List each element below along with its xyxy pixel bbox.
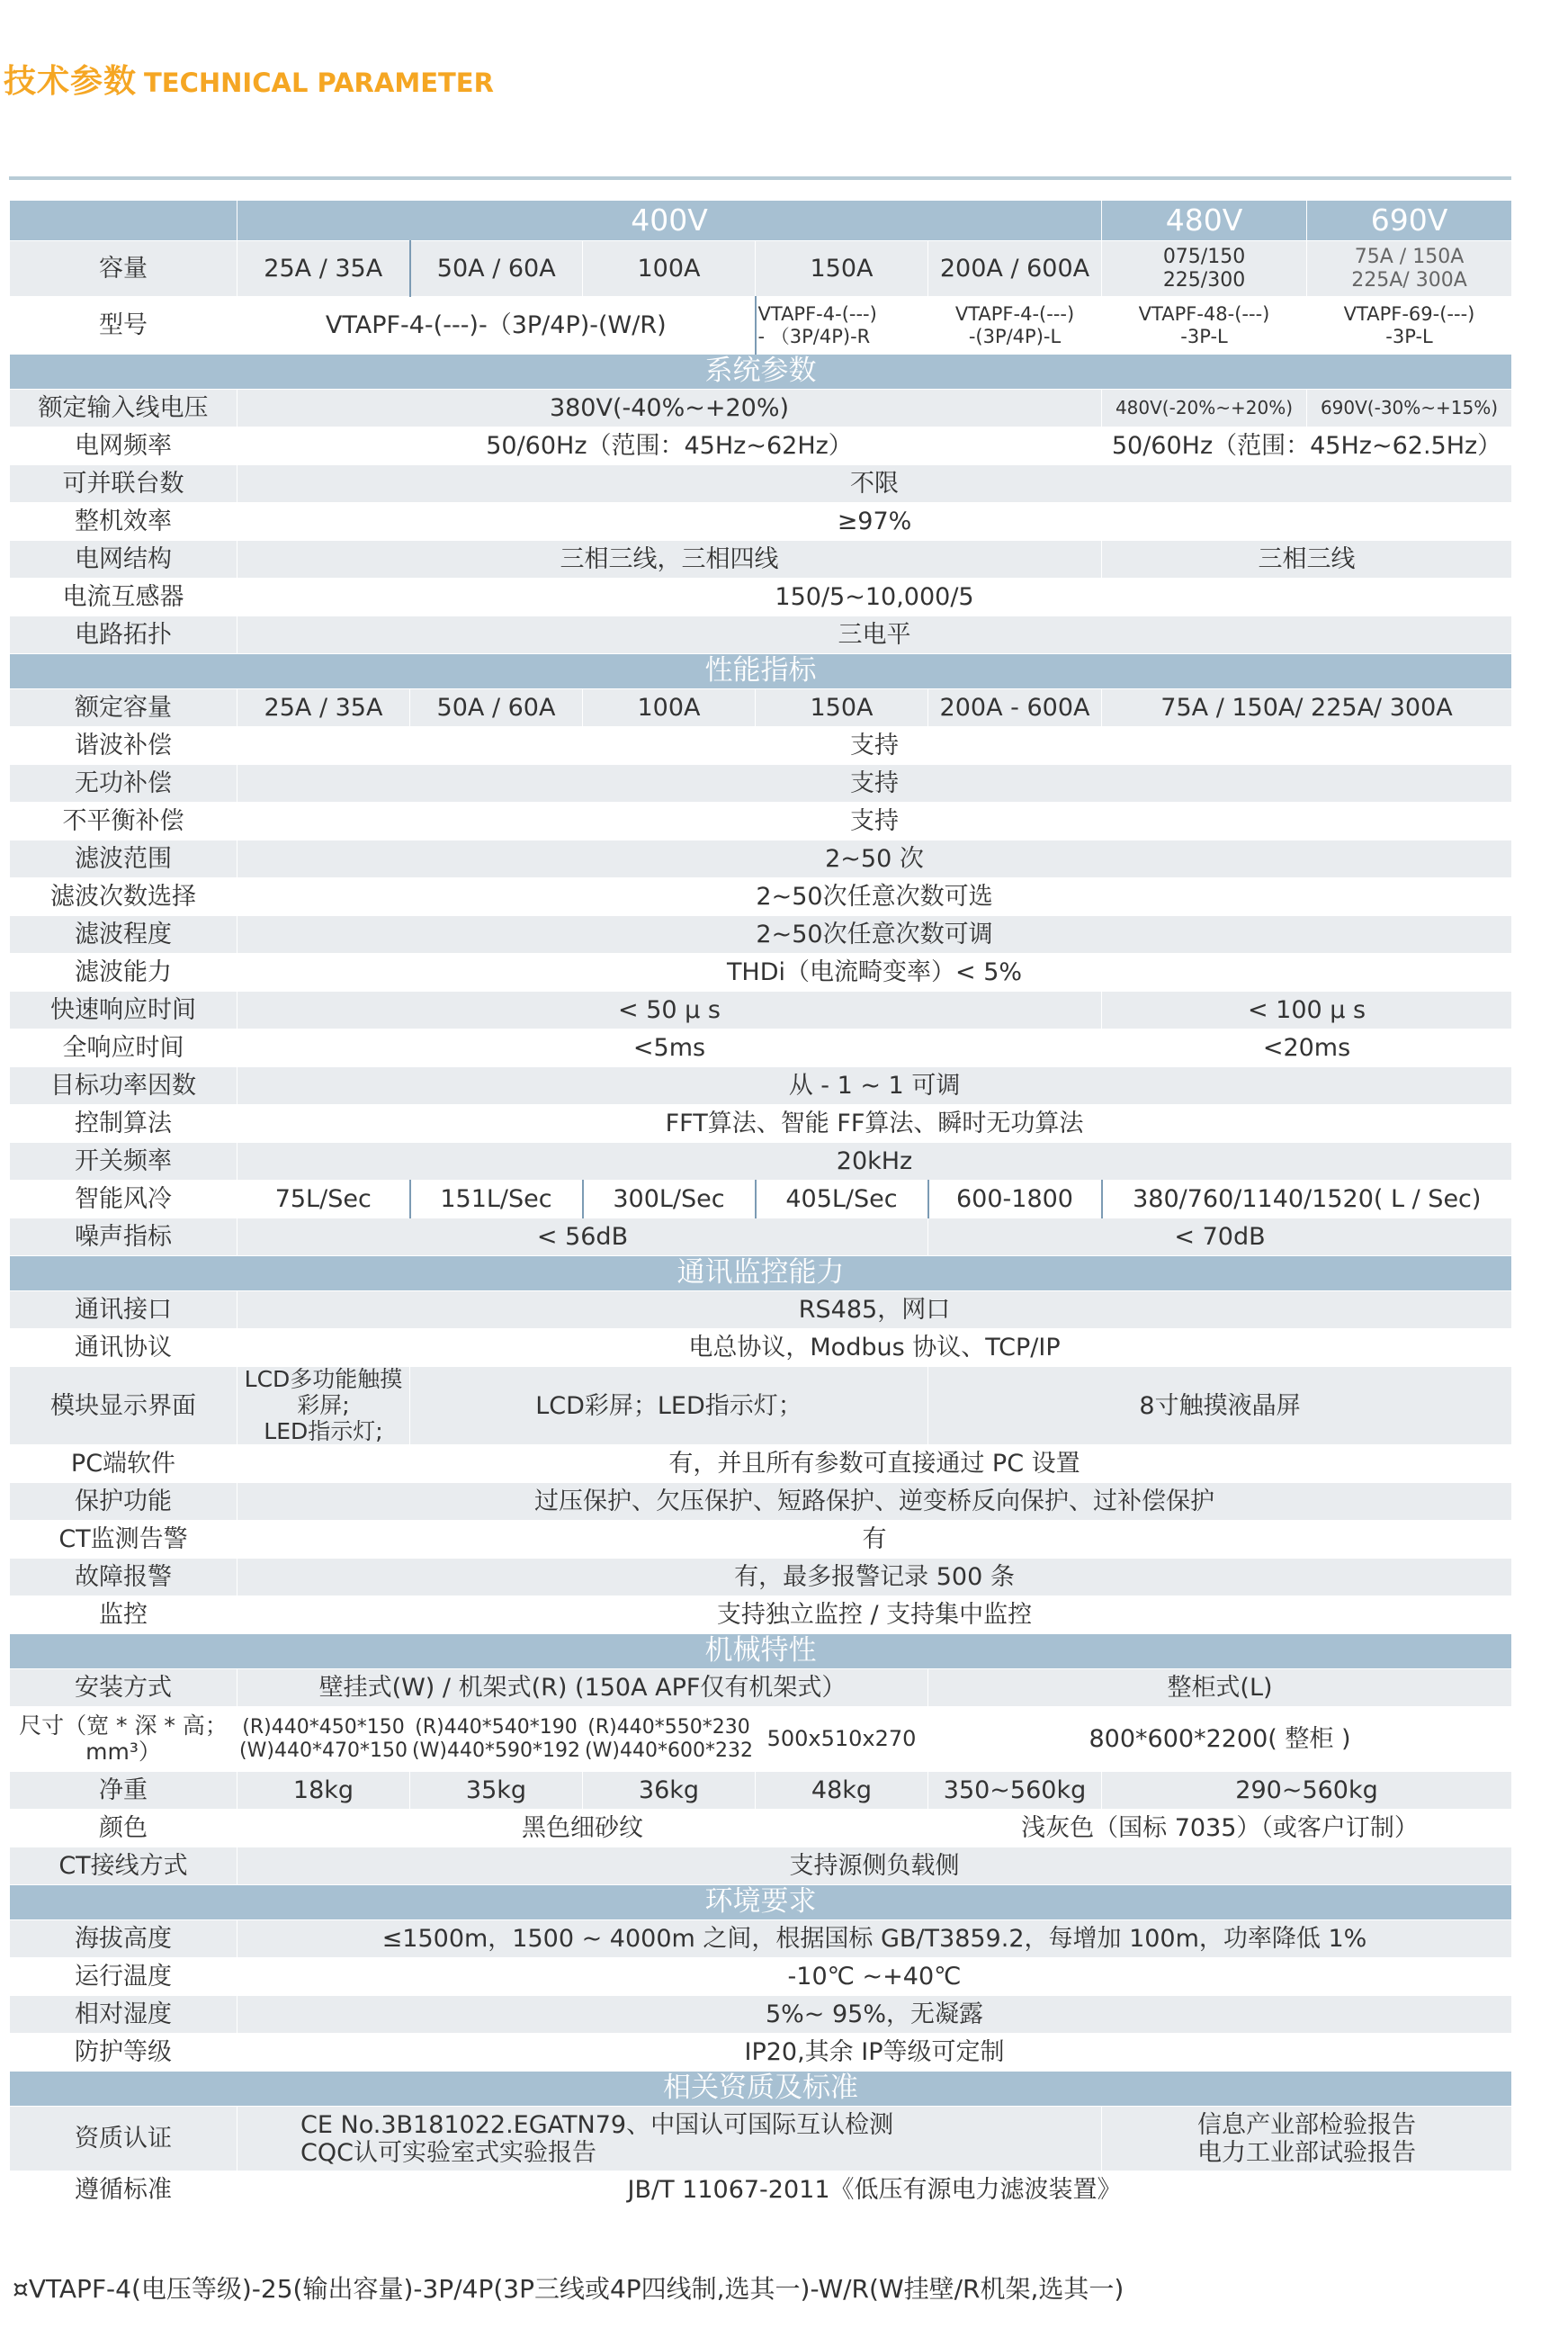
- value-cell: 从 - 1 ~ 1 可调: [237, 1067, 1512, 1105]
- value-cell: 500x510x270: [756, 1707, 928, 1772]
- row-label: 遵循标准: [10, 2171, 237, 2209]
- corner-cell: [10, 201, 237, 241]
- section-header: 通讯监控能力: [10, 1256, 1512, 1291]
- row-label: 不平衡补偿: [10, 803, 237, 840]
- value-cell: (R)440*550*230 (W)440*600*232: [583, 1707, 756, 1772]
- row-label: 噪声指标: [10, 1218, 237, 1256]
- page-title: [4, 56, 494, 101]
- voltage-480: 480V: [1102, 201, 1307, 241]
- model-cell: VTAPF-48-(---) -3P-L: [1102, 297, 1307, 355]
- value-cell: 36kg: [583, 1772, 756, 1810]
- value-cell: < 70dB: [928, 1218, 1512, 1256]
- value-cell: 200A - 600A: [928, 689, 1102, 727]
- value-cell: 300L/Sec: [583, 1181, 756, 1218]
- capacity-cell: 200A / 600A: [928, 241, 1102, 297]
- value-cell: 380/760/1140/1520( L / Sec): [1102, 1181, 1512, 1218]
- row-label: 相对湿度: [10, 1996, 237, 2034]
- row-label: 电网频率: [10, 427, 237, 465]
- section-header: 相关资质及标准: [10, 2072, 1512, 2107]
- value-cell: <20ms: [1102, 1029, 1512, 1067]
- value-cell: 18kg: [237, 1772, 410, 1810]
- row-label: 控制算法: [10, 1105, 237, 1143]
- row-label: 电网结构: [10, 541, 237, 579]
- value-cell: 支持: [237, 727, 1512, 765]
- top-divider: [9, 176, 1511, 180]
- value-cell: ≥97%: [237, 503, 1512, 541]
- value-cell: 480V(-20%~+20%): [1102, 390, 1307, 427]
- row-label: 尺寸（宽 * 深 * 高； mm³）: [10, 1707, 237, 1772]
- section-header: 系统参数: [10, 355, 1512, 390]
- value-cell: < 50 μ s: [237, 992, 1102, 1029]
- value-cell: 有，最多报警记录 500 条: [237, 1559, 1512, 1596]
- value-cell: 电总协议，Modbus 协议、TCP/IP: [237, 1329, 1512, 1367]
- value-cell: 整柜式(L): [928, 1669, 1512, 1707]
- title-en: TECHNICAL PARAMETER: [144, 67, 494, 98]
- value-cell: 支持独立监控 / 支持集中监控: [237, 1596, 1512, 1634]
- voltage-400: 400V: [237, 201, 1102, 241]
- value-cell: 过压保护、欠压保护、短路保护、逆变桥反向保护、过补偿保护: [237, 1483, 1512, 1521]
- value-cell: 150/5~10,000/5: [237, 579, 1512, 616]
- value-cell: 690V(-30%~+15%): [1307, 390, 1512, 427]
- row-label: 目标功率因数: [10, 1067, 237, 1105]
- value-cell: 不限: [237, 465, 1512, 503]
- row-label: 资质认证: [10, 2107, 237, 2171]
- voltage-690: 690V: [1307, 201, 1512, 241]
- value-cell: 290~560kg: [1102, 1772, 1512, 1810]
- value-cell: -10℃ ~+40℃: [237, 1958, 1512, 1996]
- row-label: 模块显示界面: [10, 1367, 237, 1445]
- value-cell: 有，并且所有参数可直接通过 PC 设置: [237, 1445, 1512, 1483]
- value-cell: 8寸触摸液晶屏: [928, 1367, 1512, 1445]
- value-cell: IP20,其余 IP等级可定制: [237, 2034, 1512, 2072]
- value-cell: 壁挂式(W) / 机架式(R) (150A APF仅有机架式）: [237, 1669, 928, 1707]
- voltage-header-row: [10, 201, 1512, 241]
- title-cn: 技术参数: [4, 63, 138, 100]
- row-label: 整机效率: [10, 503, 237, 541]
- model-cell: VTAPF-69-(---) -3P-L: [1307, 297, 1512, 355]
- row-label: 防护等级: [10, 2034, 237, 2072]
- value-cell: 三相三线，三相四线: [237, 541, 1102, 579]
- row-label: 容量: [10, 241, 237, 297]
- row-label: 电路拓扑: [10, 616, 237, 654]
- model-cell: VTAPF-4-(---) -(3P/4P)-L: [928, 297, 1102, 355]
- value-cell: 75L/Sec: [237, 1181, 410, 1218]
- row-label: 无功补偿: [10, 765, 237, 803]
- value-cell: 2~50次任意次数可选: [237, 878, 1512, 916]
- capacity-cell: 100A: [583, 241, 756, 297]
- value-cell: 350~560kg: [928, 1772, 1102, 1810]
- row-label: 型号: [10, 297, 237, 355]
- value-cell: RS485，网口: [237, 1291, 1512, 1329]
- value-cell: 5%~ 95%，无凝露: [237, 1996, 1512, 2034]
- value-cell: (R)440*450*150 (W)440*470*150: [237, 1707, 410, 1772]
- value-cell: 800*600*2200( 整柜 ): [928, 1707, 1512, 1772]
- row-label: 净重: [10, 1772, 237, 1810]
- value-cell: 有: [237, 1521, 1512, 1559]
- model-cell: VTAPF-4-(---) - （3P/4P)-R: [756, 297, 928, 355]
- value-cell: 支持源侧负载侧: [237, 1847, 1512, 1885]
- row-label: 通讯接口: [10, 1291, 237, 1329]
- row-label: 保护功能: [10, 1483, 237, 1521]
- value-cell: <5ms: [237, 1029, 1102, 1067]
- value-cell: 2~50 次: [237, 840, 1512, 878]
- model-row: [10, 297, 1512, 355]
- capacity-cell: 075/150 225/300: [1102, 241, 1307, 297]
- model-cell: VTAPF-4-(---)-（3P/4P)-(W/R): [237, 297, 756, 355]
- capacity-cell: 25A / 35A: [237, 241, 410, 297]
- value-cell: THDi（电流畸变率）< 5%: [237, 954, 1512, 992]
- value-cell: 黑色细砂纹: [237, 1810, 928, 1847]
- capacity-cell: 150A: [756, 241, 928, 297]
- row-label: 运行温度: [10, 1958, 237, 1996]
- value-cell: LCD彩屏；LED指示灯；: [410, 1367, 928, 1445]
- value-cell: 2~50次任意次数可调: [237, 916, 1512, 954]
- row-label: 故障报警: [10, 1559, 237, 1596]
- value-cell: 信息产业部检验报告 电力工业部试验报告: [1102, 2107, 1512, 2171]
- row-label: 滤波次数选择: [10, 878, 237, 916]
- value-cell: 25A / 35A: [237, 689, 410, 727]
- row-label: 海拔高度: [10, 1920, 237, 1958]
- row-label: 智能风冷: [10, 1181, 237, 1218]
- section-header: 机械特性: [10, 1634, 1512, 1669]
- row-label: PC端软件: [10, 1445, 237, 1483]
- value-cell: 三相三线: [1102, 541, 1512, 579]
- value-cell: 100A: [583, 689, 756, 727]
- value-cell: 405L/Sec: [756, 1181, 928, 1218]
- value-cell: 三电平: [237, 616, 1512, 654]
- row-label: 安装方式: [10, 1669, 237, 1707]
- row-label: 额定输入线电压: [10, 390, 237, 427]
- value-cell: 151L/Sec: [410, 1181, 583, 1218]
- row-label: 颜色: [10, 1810, 237, 1847]
- value-cell: < 56dB: [237, 1218, 928, 1256]
- capacity-cell: 50A / 60A: [410, 241, 583, 297]
- value-cell: 600-1800: [928, 1181, 1102, 1218]
- value-cell: 48kg: [756, 1772, 928, 1810]
- row-label: 快速响应时间: [10, 992, 237, 1029]
- value-cell: 75A / 150A/ 225A/ 300A: [1102, 689, 1512, 727]
- value-cell: 380V(-40%~+20%): [237, 390, 1102, 427]
- row-label: 电流互感器: [10, 579, 237, 616]
- value-cell: < 100 μ s: [1102, 992, 1512, 1029]
- model-footnote: ¤VTAPF-4(电压等级)-25(输出容量)-3P/4P(3P三线或4P四线制,选其一)-W/R(W挂壁/R机架,选其一): [13, 2274, 1124, 2304]
- capacity-cell: 75A / 150A 225A/ 300A: [1307, 241, 1512, 297]
- row-label: 谐波补偿: [10, 727, 237, 765]
- row-label: 滤波范围: [10, 840, 237, 878]
- value-cell: 50A / 60A: [410, 689, 583, 727]
- row-label: 滤波程度: [10, 916, 237, 954]
- value-cell: CE No.3B181022.EGATN79、中国认可国际互认检测 CQC认可实验室式实验报告: [237, 2107, 1102, 2171]
- row-label: 额定容量: [10, 689, 237, 727]
- value-cell: 50/60Hz（范围：45Hz~62Hz）: [237, 427, 1102, 465]
- value-cell: JB/T 11067-2011《低压有源电力滤波装置》: [237, 2171, 1512, 2209]
- value-cell: 浅灰色（国标 7035）（或客户订制）: [928, 1810, 1512, 1847]
- value-cell: 35kg: [410, 1772, 583, 1810]
- value-cell: 150A: [756, 689, 928, 727]
- value-cell: 20kHz: [237, 1143, 1512, 1181]
- row-label: 全响应时间: [10, 1029, 237, 1067]
- value-cell: 支持: [237, 765, 1512, 803]
- row-label: 通讯协议: [10, 1329, 237, 1367]
- value-cell: 50/60Hz（范围：45Hz~62.5Hz）: [1102, 427, 1512, 465]
- row-label: 监控: [10, 1596, 237, 1634]
- value-cell: ≤1500m，1500 ~ 4000m 之间，根据国标 GB/T3859.2，每增加 100m，功率降低 1%: [237, 1920, 1512, 1958]
- row-label: CT接线方式: [10, 1847, 237, 1885]
- value-cell: LCD多功能触摸彩屏; LED指示灯;: [237, 1367, 410, 1445]
- row-label: 可并联台数: [10, 465, 237, 503]
- row-label: 滤波能力: [10, 954, 237, 992]
- row-label: CT监测告警: [10, 1521, 237, 1559]
- capacity-row: [10, 241, 1512, 297]
- value-cell: 支持: [237, 803, 1512, 840]
- value-cell: FFT算法、智能 FF算法、瞬时无功算法: [237, 1105, 1512, 1143]
- value-cell: (R)440*540*190 (W)440*590*192: [410, 1707, 583, 1772]
- section-header: 性能指标: [10, 654, 1512, 689]
- row-label: 开关频率: [10, 1143, 237, 1181]
- spec-table: [9, 200, 1512, 2209]
- section-header: 环境要求: [10, 1885, 1512, 1920]
